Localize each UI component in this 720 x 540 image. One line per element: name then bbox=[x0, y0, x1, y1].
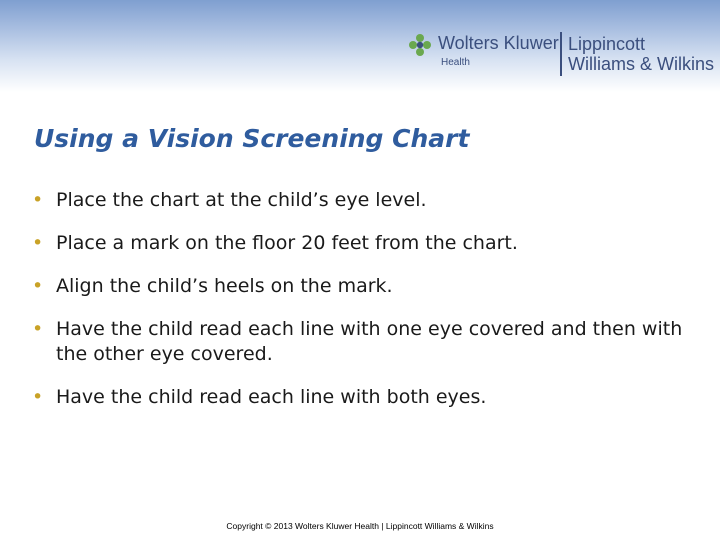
bullet-dot-icon: • bbox=[32, 318, 44, 340]
bullet-text: Place a mark on the floor 20 feet from the chart. bbox=[56, 232, 518, 254]
bullet-item bbox=[30, 188, 690, 213]
logo-divider bbox=[560, 32, 562, 76]
bullet-dot-icon: • bbox=[32, 275, 44, 297]
bullet-text: Have the child read each line with both eyes. bbox=[56, 386, 487, 408]
logo-company-name: Wolters Kluwer bbox=[438, 33, 559, 53]
bullet-dot-icon: • bbox=[32, 189, 44, 211]
bullet-item bbox=[30, 231, 690, 256]
logo-brand bbox=[568, 34, 714, 74]
wolters-kluwer-logo-icon bbox=[408, 33, 432, 57]
publisher-logo bbox=[408, 30, 718, 80]
bullet-item bbox=[30, 274, 690, 299]
copyright-footer: Copyright © 2013 Wolters Kluwer Health | Lippincott Williams & Wilkins bbox=[226, 521, 494, 531]
bullet-text: Place the chart at the child’s eye level. bbox=[56, 189, 427, 211]
logo-division: Health bbox=[441, 57, 470, 68]
bullet-dot-icon: • bbox=[32, 386, 44, 408]
bullet-item bbox=[30, 385, 690, 410]
bullet-item bbox=[30, 317, 690, 367]
bullet-dot-icon: • bbox=[32, 232, 44, 254]
bullet-text: Align the child’s heels on the mark. bbox=[56, 275, 393, 297]
bullet-list bbox=[30, 188, 690, 428]
bullet-text: Have the child read each line with one eye covered and then with the other eye covered. bbox=[56, 318, 683, 365]
slide-title: Using a Vision Screening Chart bbox=[34, 124, 470, 153]
logo-brand-line2: Williams & Wilkins bbox=[568, 54, 714, 74]
logo-brand-line1: Lippincott bbox=[568, 34, 646, 54]
